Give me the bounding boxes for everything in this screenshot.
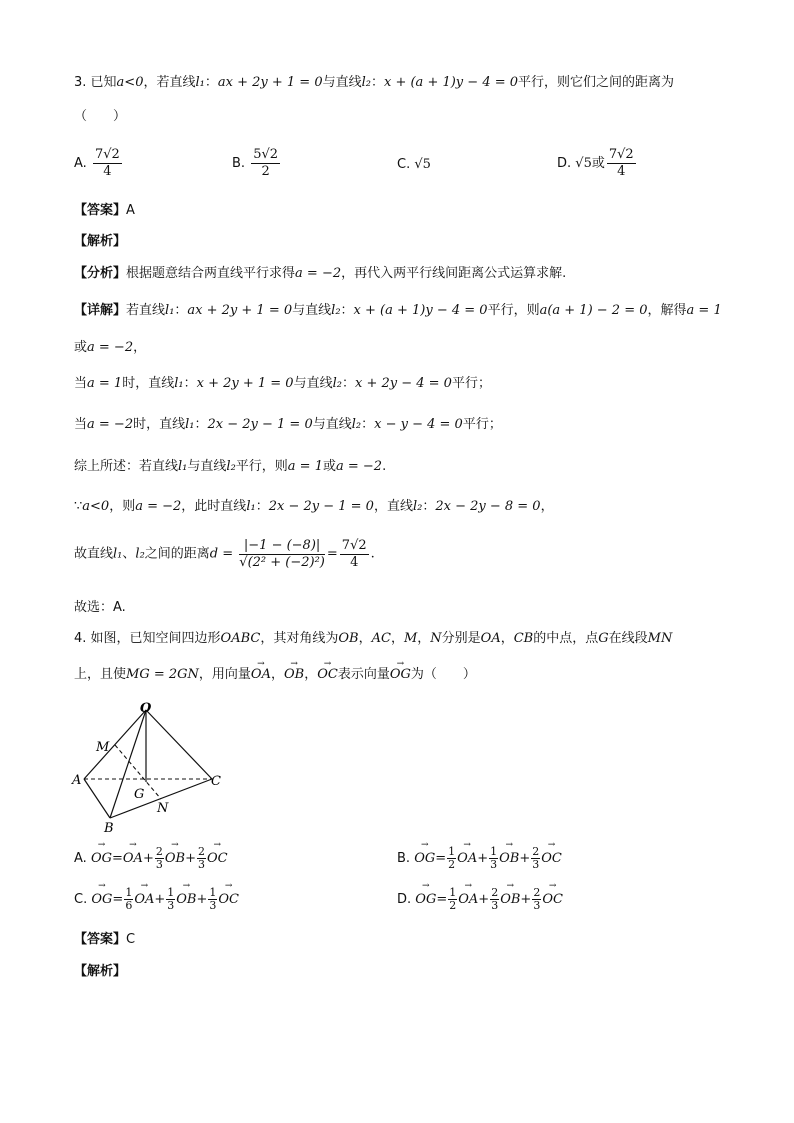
vector-ob: → OB xyxy=(500,892,520,907)
equation: d = xyxy=(209,546,234,562)
vector-oc: → OC xyxy=(207,851,228,866)
vector-oa: → OA xyxy=(134,892,154,907)
q3-option-d[interactable] xyxy=(557,147,638,180)
denominator: 2 xyxy=(449,899,457,912)
equation: x + 2y + 1 = 0 xyxy=(196,376,294,391)
denominator: 2 xyxy=(261,164,270,179)
result-fraction xyxy=(340,538,369,571)
coef xyxy=(166,887,175,912)
vector-oc: → OC xyxy=(541,851,562,866)
l2-label: l₂ xyxy=(331,303,341,318)
var: MN xyxy=(647,631,673,646)
vector-og: → OG xyxy=(414,851,435,866)
numerator: 2 xyxy=(155,845,163,858)
q4-analysis-tag: 【解析】 xyxy=(74,964,127,979)
equation: MG = 2GN xyxy=(126,667,199,682)
denominator: √(2² + (−2)²) xyxy=(239,555,325,570)
text: 平行，则 xyxy=(235,459,288,474)
vector-ob: → OB xyxy=(176,892,196,907)
equation: x + (a + 1)y − 4 = 0 xyxy=(353,303,488,318)
l2-label: l₂ xyxy=(361,75,371,90)
text: 为（ ） xyxy=(410,667,476,682)
q3-text: 与直线 xyxy=(322,75,362,90)
q3-fenxi xyxy=(74,265,566,283)
vector-oa: → OA xyxy=(251,666,271,684)
colon: ： xyxy=(183,376,197,391)
text: ， xyxy=(358,631,372,646)
equation: a = −2 xyxy=(87,340,134,355)
equation: a = −2 xyxy=(295,266,342,281)
vector-oc: → OC xyxy=(218,892,239,907)
option-label: D. xyxy=(557,156,572,171)
fraction xyxy=(93,147,122,180)
colon: ： xyxy=(422,499,436,514)
label-n: N xyxy=(157,801,169,816)
text: ， xyxy=(390,631,404,646)
plus: + xyxy=(477,851,489,866)
equation: a(a + 1) − 2 = 0 xyxy=(539,303,648,318)
text: ， xyxy=(540,499,554,514)
colon: ： xyxy=(370,75,384,90)
l2-label: l₂ xyxy=(135,546,145,562)
equation: a = −2 xyxy=(135,499,182,514)
colon: ： xyxy=(361,417,375,432)
equation: x + 2y − 4 = 0 xyxy=(354,376,452,391)
vector-oc: → OC xyxy=(542,892,563,907)
var: OA xyxy=(480,631,501,646)
q3-text: 平行，则它们之间的距离为 xyxy=(518,75,675,90)
tetrahedron-figure xyxy=(68,700,238,840)
text: . xyxy=(382,459,387,474)
text: ， xyxy=(417,631,431,646)
numerator: 2 xyxy=(491,886,499,899)
vector-og: → OG xyxy=(91,892,112,907)
numerator: 1 xyxy=(449,886,457,899)
fenxi-tag: 【分析】 xyxy=(74,266,127,281)
text: 与直线 xyxy=(293,376,333,391)
text: 上，且使 xyxy=(74,667,127,682)
q3-detail-line1 xyxy=(74,302,722,320)
or-text: 或 xyxy=(591,156,605,171)
plus: + xyxy=(154,892,166,907)
q3-because xyxy=(74,498,554,516)
var: G xyxy=(598,631,609,646)
coef xyxy=(124,887,133,912)
vector-og: → OG xyxy=(91,851,112,866)
l2-equation: x + (a + 1)y − 4 = 0 xyxy=(384,75,519,90)
equation: x − y − 4 = 0 xyxy=(374,417,463,432)
edge-oc xyxy=(146,710,212,779)
answer-tag: 【答案】 xyxy=(74,203,127,218)
answer-tag: 【答案】 xyxy=(74,932,127,947)
numerator: 1 xyxy=(209,886,217,899)
q4-option-a[interactable] xyxy=(74,846,228,871)
equation: ax + 2y + 1 = 0 xyxy=(187,303,293,318)
denominator: 3 xyxy=(197,858,205,871)
q4-option-b[interactable] xyxy=(397,846,562,871)
q3-option-c[interactable] xyxy=(397,157,431,172)
fraction xyxy=(251,147,280,180)
text: ， xyxy=(500,631,514,646)
text: 当 xyxy=(74,417,88,432)
label-m: M xyxy=(96,740,110,755)
vector-oa: → OA xyxy=(123,851,143,866)
q3-number: 3. 已知 xyxy=(74,75,117,90)
coef xyxy=(489,846,498,871)
numerator: 7√2 xyxy=(608,147,634,162)
colon: ： xyxy=(194,417,208,432)
text: 4. 如图，已知空间四边形 xyxy=(74,631,221,646)
vector-og: → OG xyxy=(415,892,436,907)
denominator: 3 xyxy=(533,899,541,912)
denominator: 4 xyxy=(617,164,626,179)
text: 或 xyxy=(74,340,88,355)
equation: a = −2 xyxy=(336,459,383,474)
numerator: 2 xyxy=(533,886,541,899)
option-value: √5 xyxy=(414,157,431,172)
equation: 2x − 2y − 1 = 0 xyxy=(268,499,374,514)
denominator: 3 xyxy=(155,858,163,871)
text: ， xyxy=(133,340,147,355)
l2-label: l₂ xyxy=(226,459,236,474)
l2-label: l₂ xyxy=(351,417,362,432)
plus: + xyxy=(519,851,531,866)
text: 平行，则 xyxy=(487,303,540,318)
var: CB xyxy=(513,631,534,646)
text: 当 xyxy=(74,376,88,391)
q3-paren: （ ） xyxy=(74,109,127,124)
text: 综上所述：若直线 xyxy=(74,459,179,474)
text: ， xyxy=(270,667,284,682)
equation: a = 1 xyxy=(287,459,323,474)
var: OABC xyxy=(220,631,261,646)
q3-case1 xyxy=(74,375,491,393)
var: OB xyxy=(338,631,359,646)
text: 之间的距离 xyxy=(144,546,210,562)
equation: 2x − 2y − 8 = 0 xyxy=(435,499,541,514)
detail-tag: 【详解】 xyxy=(74,303,127,318)
equation: a<0 xyxy=(82,499,110,514)
q3-condition: a<0 xyxy=(116,75,144,90)
coef xyxy=(155,846,164,871)
equals: = xyxy=(111,851,123,866)
denominator: 3 xyxy=(167,899,175,912)
q3-answer xyxy=(74,202,135,220)
coef xyxy=(208,887,217,912)
text: 与直线 xyxy=(187,459,227,474)
edge-oa xyxy=(84,710,146,779)
label-o: O xyxy=(140,701,152,716)
plus: + xyxy=(478,892,490,907)
vector-oc: → OC xyxy=(317,666,338,684)
coef xyxy=(531,846,540,871)
text: ，直线 xyxy=(373,499,413,514)
coef xyxy=(532,887,541,912)
vector-ob: → OB xyxy=(165,851,185,866)
equals: = xyxy=(435,851,447,866)
plus: + xyxy=(185,851,196,866)
numerator: |−1 − (−8)| xyxy=(239,538,325,555)
answer-value: C xyxy=(126,932,136,947)
text: 的中点，点 xyxy=(533,631,599,646)
label-c: C xyxy=(211,774,221,789)
q4-stem-line1 xyxy=(74,630,672,648)
q3-summary xyxy=(74,458,386,476)
equation: a = −2 xyxy=(87,417,134,432)
option-label: B. xyxy=(397,851,411,866)
denominator: 3 xyxy=(491,899,499,912)
denominator: 4 xyxy=(103,164,112,179)
option-value: √5 xyxy=(575,156,592,171)
text: 与直线 xyxy=(312,417,352,432)
coef xyxy=(197,846,206,871)
denominator: 6 xyxy=(125,899,133,912)
numerator: 5√2 xyxy=(253,147,279,162)
option-label: D. xyxy=(397,892,412,907)
coef xyxy=(447,846,456,871)
q3-text: ，若直线 xyxy=(143,75,196,90)
option-label: A. xyxy=(74,156,87,171)
l2-label: l₂ xyxy=(332,376,342,391)
l1-label: l₁ xyxy=(185,417,195,432)
vector-ob: → OB xyxy=(284,666,304,684)
denominator: 3 xyxy=(532,858,540,871)
q3-option-b[interactable] xyxy=(232,147,282,180)
fraction xyxy=(607,147,636,180)
text: 若直线 xyxy=(126,303,166,318)
l1-label: l₁ xyxy=(174,376,184,391)
coef xyxy=(490,887,499,912)
numerator: 7√2 xyxy=(341,538,367,553)
option-label: B. xyxy=(232,156,246,171)
text: ，则 xyxy=(109,499,136,514)
colon: ： xyxy=(174,303,188,318)
q3-stem-line1 xyxy=(74,74,674,92)
colon: ： xyxy=(204,75,218,90)
plus: + xyxy=(520,892,532,907)
text: 时，直线 xyxy=(122,376,175,391)
denominator: 4 xyxy=(350,555,359,570)
text: 与直线 xyxy=(292,303,332,318)
colon: ： xyxy=(341,376,355,391)
q4-answer xyxy=(74,931,135,949)
q3-distance xyxy=(74,538,375,571)
label-b: B xyxy=(104,821,114,836)
colon: ： xyxy=(255,499,269,514)
text: ， xyxy=(304,667,318,682)
q3-analysis-tag: 【解析】 xyxy=(74,234,127,249)
text: ，此时直线 xyxy=(181,499,247,514)
vector-og: → OG xyxy=(390,666,411,684)
text: 、 xyxy=(122,546,136,562)
colon: ： xyxy=(340,303,354,318)
q3-case2 xyxy=(74,416,502,434)
equation: 2x − 2y − 1 = 0 xyxy=(207,417,313,432)
numerator: 2 xyxy=(532,845,540,858)
answer-value: A xyxy=(126,203,135,218)
label-g: G xyxy=(134,787,145,802)
var: N xyxy=(430,631,442,646)
numerator: 7√2 xyxy=(94,147,120,162)
q4-stem-line2 xyxy=(74,666,476,684)
numerator: 1 xyxy=(125,886,133,899)
period: . xyxy=(370,546,375,562)
q4-option-c[interactable] xyxy=(74,887,239,912)
equals: = xyxy=(326,546,338,562)
edge-ab xyxy=(84,779,110,818)
numerator: 1 xyxy=(448,845,456,858)
option-label: C. xyxy=(397,157,411,172)
numerator: 2 xyxy=(197,845,205,858)
equals: = xyxy=(112,892,124,907)
l1-equation: ax + 2y + 1 = 0 xyxy=(217,75,323,90)
var: M xyxy=(403,631,418,646)
because-symbol: ∵ xyxy=(74,499,83,514)
text: 平行； xyxy=(451,376,491,391)
equation: a = 1 xyxy=(686,303,722,318)
l1-label: l₁ xyxy=(195,75,205,90)
distance-fraction xyxy=(239,538,325,571)
option-label: C. xyxy=(74,892,88,907)
q3-detail-line2 xyxy=(74,339,146,357)
q4-option-d[interactable] xyxy=(397,887,563,912)
text: 故直线 xyxy=(74,546,114,562)
plus: + xyxy=(196,892,208,907)
text: ，其对角线为 xyxy=(260,631,339,646)
vector-oa: → OA xyxy=(457,851,477,866)
denominator: 3 xyxy=(209,899,217,912)
q3-choose: 故选：A. xyxy=(74,600,126,615)
l2-label: l₂ xyxy=(412,499,423,514)
option-label: A. xyxy=(74,851,87,866)
plus: + xyxy=(142,851,154,866)
l1-label: l₁ xyxy=(165,303,175,318)
l1-label: l₁ xyxy=(178,459,188,474)
text: 在线段 xyxy=(608,631,648,646)
coef xyxy=(448,887,457,912)
text: 根据题意结合两直线平行求得 xyxy=(126,266,296,281)
label-a: A xyxy=(72,773,82,788)
text: 表示向量 xyxy=(337,667,390,682)
denominator: 3 xyxy=(490,858,498,871)
l1-label: l₁ xyxy=(113,546,123,562)
equation: a = 1 xyxy=(87,376,123,391)
numerator: 1 xyxy=(490,845,498,858)
equals: = xyxy=(436,892,448,907)
var: AC xyxy=(371,631,391,646)
text: 平行； xyxy=(462,417,502,432)
numerator: 1 xyxy=(167,886,175,899)
text: ，再代入两平行线间距离公式运算求解. xyxy=(341,266,567,281)
text: ，用向量 xyxy=(198,667,251,682)
vector-ob: → OB xyxy=(499,851,519,866)
text: 分别是 xyxy=(441,631,481,646)
q3-option-a[interactable] xyxy=(74,147,124,180)
text: ，解得 xyxy=(647,303,687,318)
denominator: 2 xyxy=(448,858,456,871)
l1-label: l₁ xyxy=(246,499,256,514)
text: 时，直线 xyxy=(133,417,186,432)
vector-oa: → OA xyxy=(458,892,478,907)
text: 或 xyxy=(322,459,336,474)
